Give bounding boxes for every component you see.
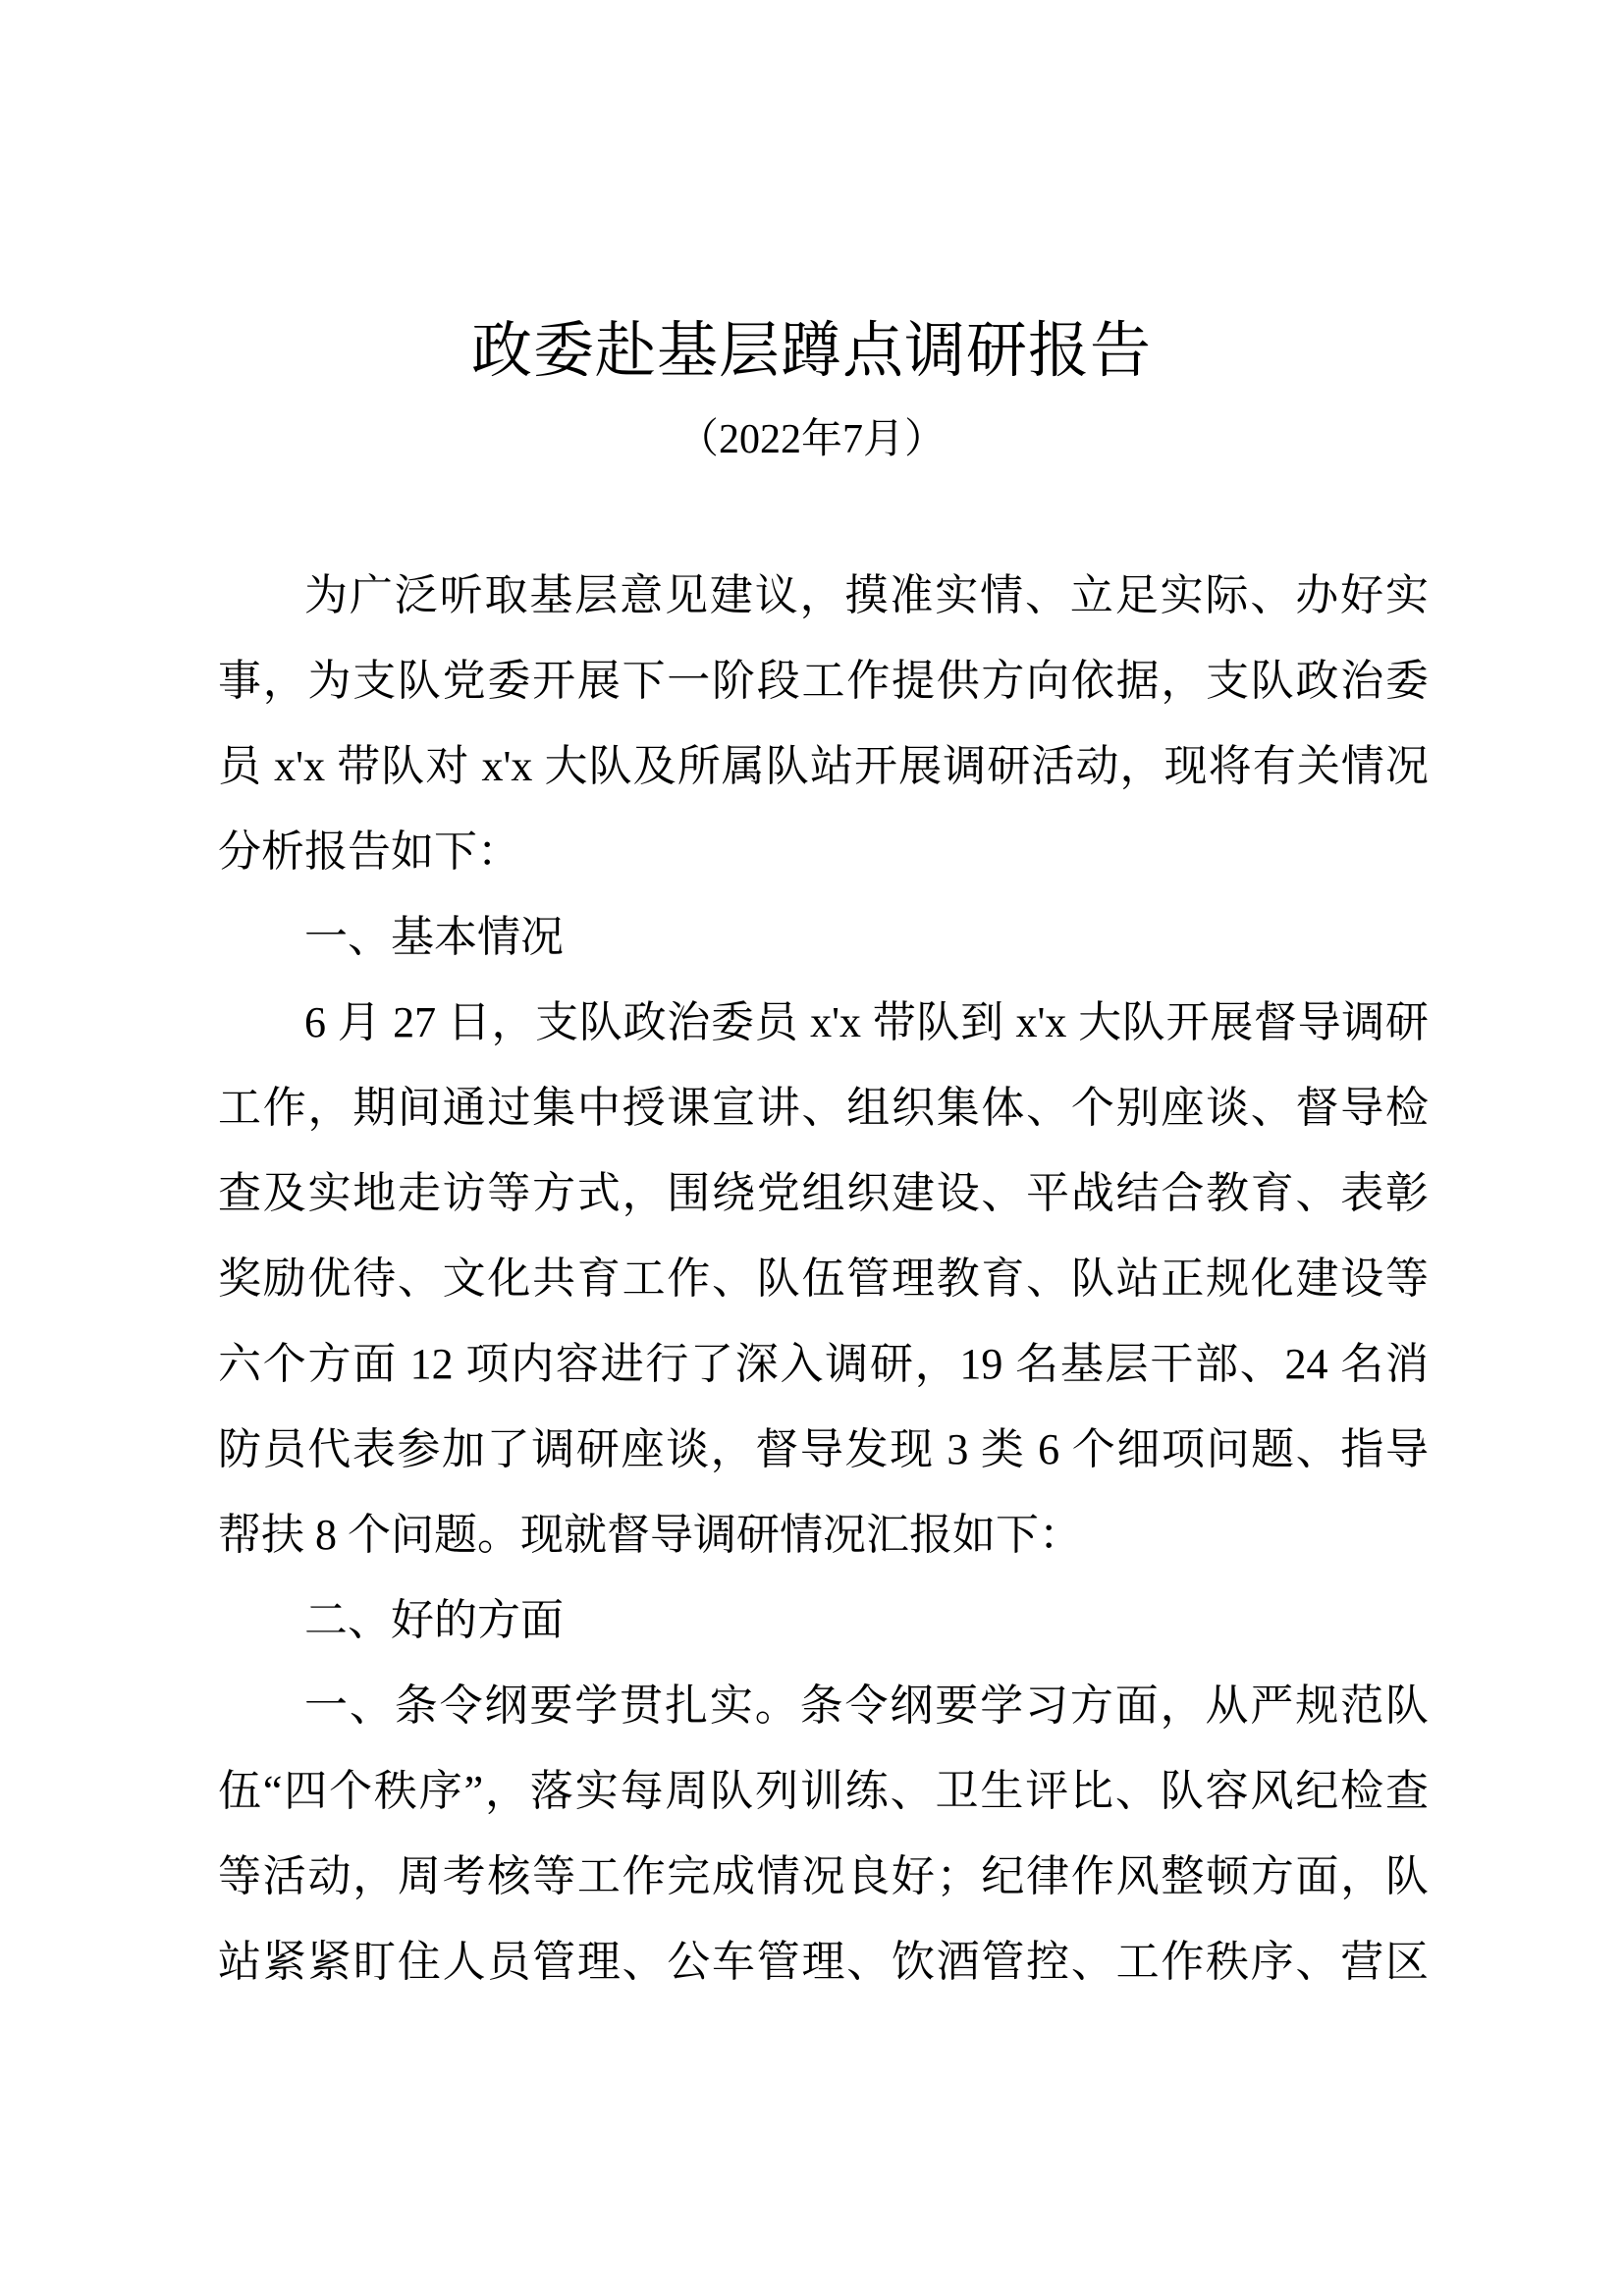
text-line: 分析报告如下：	[218, 828, 520, 876]
text-line: 二、好的方面	[304, 1596, 564, 1644]
text-line: 查及实地走访等方式，围绕党组织建设、平战结合教育、表彰	[218, 1169, 1429, 1217]
text-line: 一、条令纲要学贯扎实。条令纲要学习方面，从严规范队	[304, 1682, 1429, 1730]
document-title: 政委赴基层蹲点调研报告	[470, 318, 1152, 385]
text-line: 奖励优待、文化共育工作、队伍管理教育、队站正规化建设等	[218, 1255, 1429, 1303]
text-line: 事，为支队党委开展下一阶段工作提供方向依据，支队政治委	[218, 657, 1429, 705]
body-paragraph	[218, 1663, 1429, 2004]
text-line: 防员代表参加了调研座谈，督导发现 3 类 6 个细项问题、指导	[218, 1425, 1429, 1473]
section-heading	[218, 894, 1429, 980]
text-line: 员 x'x 带队对 x'x 大队及所属队站开展调研活动，现将有关情况	[218, 742, 1429, 790]
text-line: 6 月 27 日，支队政治委员 x'x 带队到 x'x 大队开展督导调研	[304, 998, 1429, 1046]
text-line: 帮扶 8 个问题。现就督导调研情况汇报如下：	[218, 1511, 1082, 1559]
text-line: 伍“四个秩序”，落实每周队列训练、卫生评比、队容风纪检查	[218, 1767, 1429, 1815]
text-line: 六个方面 12 项内容进行了深入调研，19 名基层干部、24 名消	[218, 1340, 1429, 1388]
text-line: 工作，期间通过集中授课宣讲、组织集体、个别座谈、督导检	[218, 1084, 1429, 1132]
section-heading	[218, 1577, 1429, 1663]
document-body	[218, 553, 1429, 2004]
text-line: 为广泛听取基层意见建议，摸准实情、立足实际、办好实	[304, 571, 1429, 619]
document-date-subtitle: （2022年7月）	[676, 417, 946, 462]
text-line: 一、基本情况	[304, 913, 564, 961]
text-line: 站紧紧盯住人员管理、公车管理、饮酒管控、工作秩序、营区	[218, 1938, 1429, 1986]
body-paragraph	[218, 553, 1429, 894]
text-line: 等活动，周考核等工作完成情况良好；纪律作风整顿方面，队	[218, 1852, 1429, 1900]
body-paragraph	[218, 980, 1429, 1577]
